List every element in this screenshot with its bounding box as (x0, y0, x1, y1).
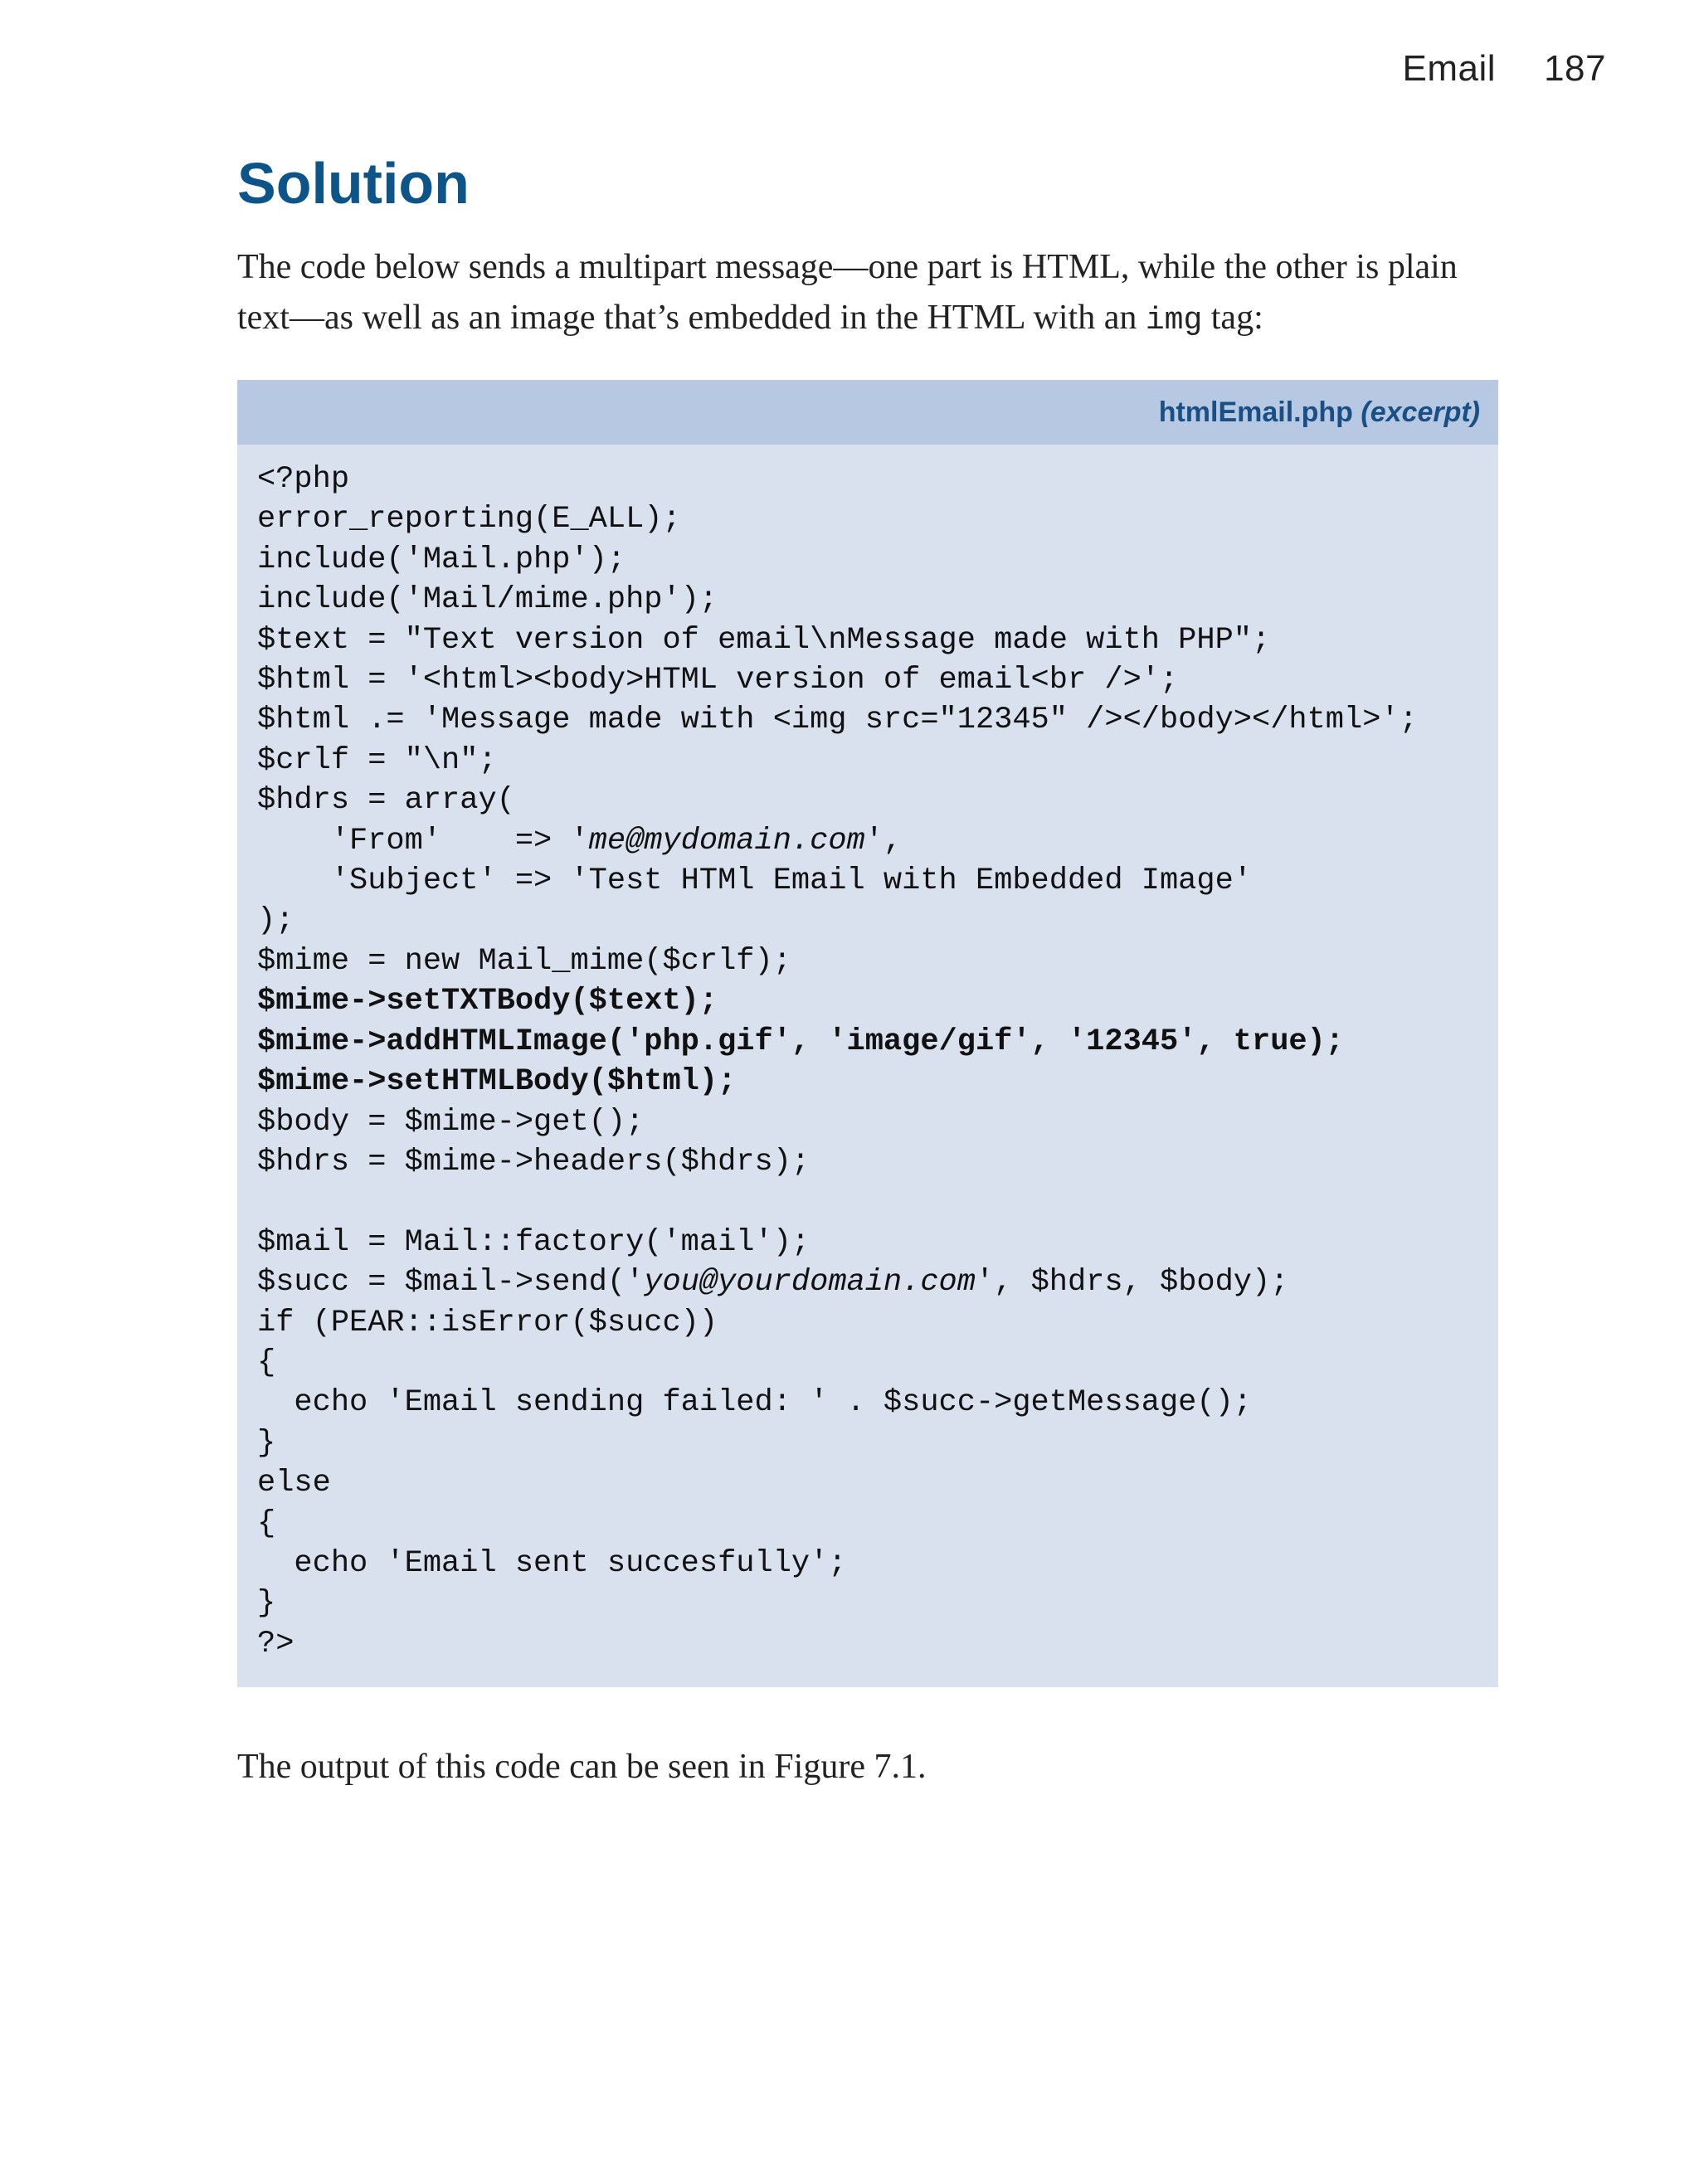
code-line: $mime = new Mail_mime($crlf); (257, 943, 791, 979)
code-line: 'From' => 'me@mydomain.com', (257, 823, 903, 859)
code-line: { (257, 1345, 276, 1380)
code-line: <?php (257, 462, 350, 497)
code-line: 'Subject' => 'Test HTMl Email with Embedded Image' (257, 863, 1252, 899)
intro-paragraph (237, 242, 1515, 346)
page-number: 187 (1544, 48, 1606, 89)
code-line: ?> (257, 1626, 295, 1661)
code-line: $crlf = "\n"; (257, 742, 497, 778)
code-listing (237, 380, 1498, 1687)
inline-code-img: img (1145, 303, 1203, 338)
code-line-highlighted: $mime->setTXTBody($text); (257, 984, 718, 1019)
intro-text-before: The code below sends a multipart message—one part is HTML, while the other is plain text—as well as an image that’s embedded in the HTML with an (237, 248, 1458, 337)
code-line: } (257, 1586, 276, 1622)
intro-text-after: tag: (1202, 299, 1263, 337)
code-line: { (257, 1505, 276, 1541)
email-to-address: you@yourdomain.com (644, 1265, 976, 1301)
code-line: } (257, 1425, 276, 1461)
code-line: $body = $mime->get(); (257, 1104, 645, 1140)
code-line: $html .= 'Message made with <img src="12345" /></body></html>'; (257, 703, 1418, 738)
code-line: else (257, 1466, 331, 1501)
code-line: $succ = $mail->send('you@yourdomain.com', $hdrs, $body); (257, 1265, 1289, 1301)
chapter-name: Email (1402, 48, 1497, 89)
code-filename: htmlEmail.php (1158, 396, 1353, 428)
email-from-address: me@mydomain.com (588, 823, 865, 859)
code-line: if (PEAR::isError($succ)) (257, 1305, 718, 1340)
code-line-highlighted: $mime->addHTMLImage('php.gif', 'image/gif', '12345', true); (257, 1024, 1345, 1059)
code-line: $hdrs = array( (257, 783, 515, 819)
code-line: $hdrs = $mime->headers($hdrs); (257, 1144, 811, 1180)
outro-paragraph: The output of this code can be seen in Figure 7.1. (237, 1748, 927, 1786)
section-title: Solution (237, 151, 470, 216)
code-line: ); (257, 903, 295, 939)
code-line-blank (257, 1182, 1498, 1222)
code-line: $mail = Mail::factory('mail'); (257, 1224, 811, 1260)
code-line: echo 'Email sending failed: ' . $succ->getMessage(); (257, 1385, 1252, 1421)
code-line: $text = "Text version of email\nMessage made with PHP"; (257, 622, 1271, 658)
code-line: include('Mail.php'); (257, 542, 626, 577)
code-line-highlighted: $mime->setHTMLBody($html); (257, 1064, 737, 1100)
code-line: echo 'Email sent succesfully'; (257, 1545, 847, 1581)
code-excerpt-note: (excerpt) (1361, 396, 1480, 428)
code-body (237, 445, 1498, 1664)
code-listing-header (237, 380, 1498, 445)
running-head (1403, 48, 1606, 90)
code-line: $html = '<html><body>HTML version of email<br />'; (257, 663, 1179, 698)
code-line: error_reporting(E_ALL); (257, 502, 681, 537)
code-line: include('Mail/mime.php'); (257, 582, 718, 618)
